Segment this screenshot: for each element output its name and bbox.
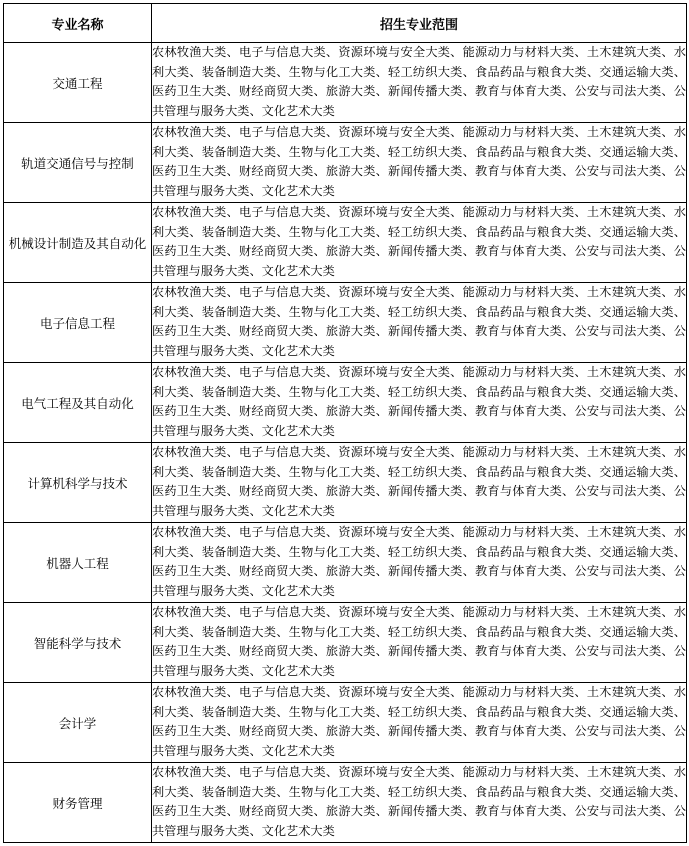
major-name-cell: 财务管理 [4,763,152,843]
enrollment-scope-cell: 农林牧渔大类、电子与信息大类、资源环境与安全大类、能源动力与材料大类、土木建筑大类、水利大类、装备制造大类、生物与化工大类、轻工纺织大类、食品药品与粮食大类、交通运输大类、医药卫生大类、财经商贸大类、旅游大类、新闻传播大类、教育与体育大类、公安与司法大类、公共管理与服务大类、文化艺术大类 [152,43,687,123]
table-row [4,363,687,443]
enrollment-scope-cell: 农林牧渔大类、电子与信息大类、资源环境与安全大类、能源动力与材料大类、土木建筑大类、水利大类、装备制造大类、生物与化工大类、轻工纺织大类、食品药品与粮食大类、交通运输大类、医药卫生大类、财经商贸大类、旅游大类、新闻传播大类、教育与体育大类、公安与司法大类、公共管理与服务大类、文化艺术大类 [152,683,687,763]
major-name-cell: 轨道交通信号与控制 [4,123,152,203]
enrollment-scope-cell: 农林牧渔大类、电子与信息大类、资源环境与安全大类、能源动力与材料大类、土木建筑大类、水利大类、装备制造大类、生物与化工大类、轻工纺织大类、食品药品与粮食大类、交通运输大类、医药卫生大类、财经商贸大类、旅游大类、新闻传播大类、教育与体育大类、公安与司法大类、公共管理与服务大类、文化艺术大类 [152,763,687,843]
major-name-cell: 会计学 [4,683,152,763]
table-row [4,283,687,363]
major-name-cell: 电气工程及其自动化 [4,363,152,443]
table-header [4,4,687,43]
table-row [4,443,687,523]
enrollment-scope-cell: 农林牧渔大类、电子与信息大类、资源环境与安全大类、能源动力与材料大类、土木建筑大类、水利大类、装备制造大类、生物与化工大类、轻工纺织大类、食品药品与粮食大类、交通运输大类、医药卫生大类、财经商贸大类、旅游大类、新闻传播大类、教育与体育大类、公安与司法大类、公共管理与服务大类、文化艺术大类 [152,603,687,683]
major-name-cell: 机械设计制造及其自动化 [4,203,152,283]
major-name-cell: 机器人工程 [4,523,152,603]
header-major-name: 专业名称 [4,4,152,43]
table-row [4,763,687,843]
enrollment-scope-cell: 农林牧渔大类、电子与信息大类、资源环境与安全大类、能源动力与材料大类、土木建筑大类、水利大类、装备制造大类、生物与化工大类、轻工纺织大类、食品药品与粮食大类、交通运输大类、医药卫生大类、财经商贸大类、旅游大类、新闻传播大类、教育与体育大类、公安与司法大类、公共管理与服务大类、文化艺术大类 [152,283,687,363]
major-name-cell: 智能科学与技术 [4,603,152,683]
table-row [4,203,687,283]
majors-table [3,3,687,843]
major-name-cell: 电子信息工程 [4,283,152,363]
enrollment-scope-cell: 农林牧渔大类、电子与信息大类、资源环境与安全大类、能源动力与材料大类、土木建筑大类、水利大类、装备制造大类、生物与化工大类、轻工纺织大类、食品药品与粮食大类、交通运输大类、医药卫生大类、财经商贸大类、旅游大类、新闻传播大类、教育与体育大类、公安与司法大类、公共管理与服务大类、文化艺术大类 [152,363,687,443]
table-row [4,43,687,123]
table-row [4,603,687,683]
enrollment-scope-cell: 农林牧渔大类、电子与信息大类、资源环境与安全大类、能源动力与材料大类、土木建筑大类、水利大类、装备制造大类、生物与化工大类、轻工纺织大类、食品药品与粮食大类、交通运输大类、医药卫生大类、财经商贸大类、旅游大类、新闻传播大类、教育与体育大类、公安与司法大类、公共管理与服务大类、文化艺术大类 [152,123,687,203]
header-row [4,4,687,43]
table-row [4,523,687,603]
major-name-cell: 计算机科学与技术 [4,443,152,523]
table-body [4,43,687,843]
table-row [4,683,687,763]
major-name-cell: 交通工程 [4,43,152,123]
table-row [4,123,687,203]
header-enrollment-scope: 招生专业范围 [152,4,687,43]
enrollment-scope-cell: 农林牧渔大类、电子与信息大类、资源环境与安全大类、能源动力与材料大类、土木建筑大类、水利大类、装备制造大类、生物与化工大类、轻工纺织大类、食品药品与粮食大类、交通运输大类、医药卫生大类、财经商贸大类、旅游大类、新闻传播大类、教育与体育大类、公安与司法大类、公共管理与服务大类、文化艺术大类 [152,443,687,523]
enrollment-scope-cell: 农林牧渔大类、电子与信息大类、资源环境与安全大类、能源动力与材料大类、土木建筑大类、水利大类、装备制造大类、生物与化工大类、轻工纺织大类、食品药品与粮食大类、交通运输大类、医药卫生大类、财经商贸大类、旅游大类、新闻传播大类、教育与体育大类、公安与司法大类、公共管理与服务大类、文化艺术大类 [152,203,687,283]
enrollment-scope-cell: 农林牧渔大类、电子与信息大类、资源环境与安全大类、能源动力与材料大类、土木建筑大类、水利大类、装备制造大类、生物与化工大类、轻工纺织大类、食品药品与粮食大类、交通运输大类、医药卫生大类、财经商贸大类、旅游大类、新闻传播大类、教育与体育大类、公安与司法大类、公共管理与服务大类、文化艺术大类 [152,523,687,603]
